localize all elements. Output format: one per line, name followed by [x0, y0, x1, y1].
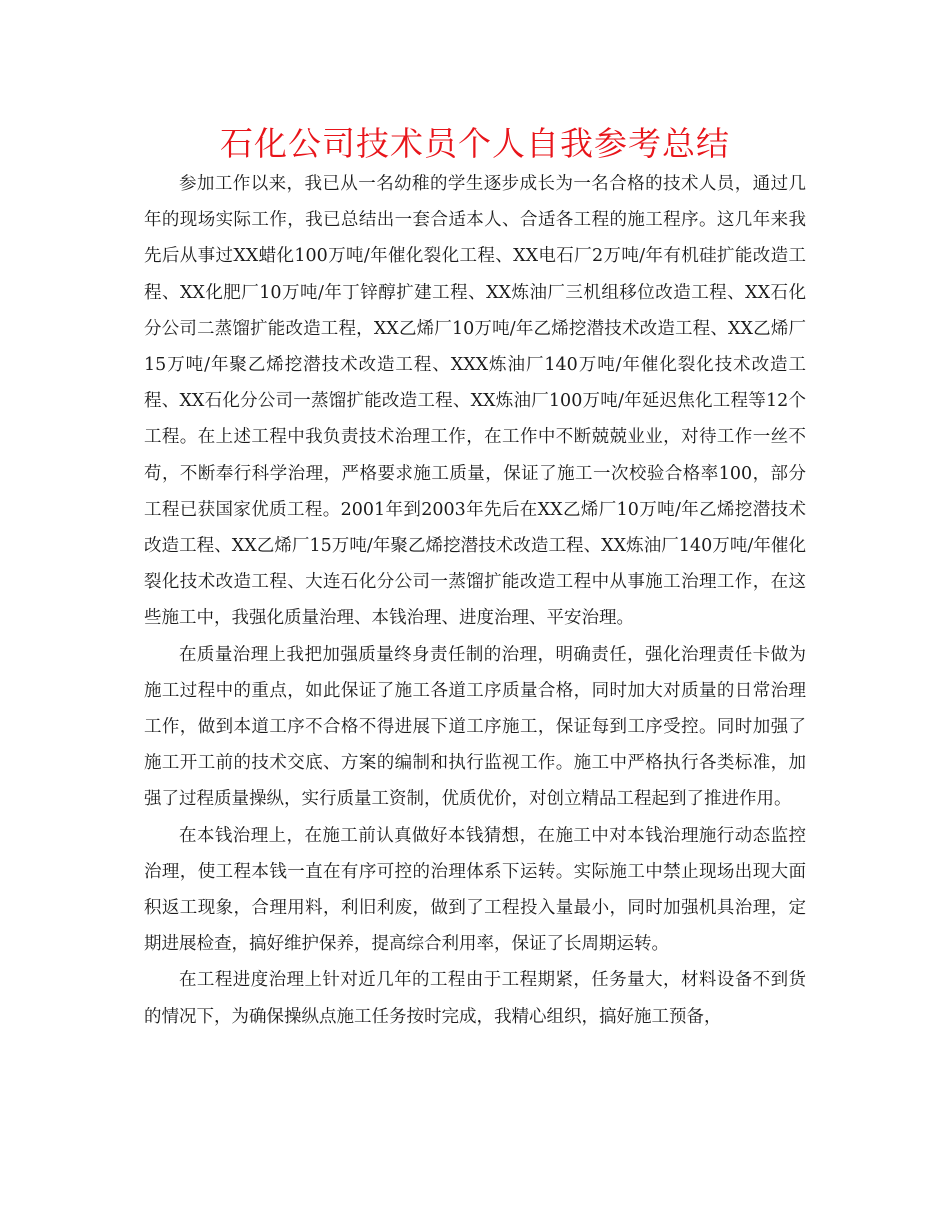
paragraph: 在质量治理上我把加强质量终身责任制的治理，明确责任，强化治理责任卡做为施工过程中的重点，如此保证了施工各道工序质量合格，同时加大对质量的日常治理工作，做到本道工序不合格不得进展下道工序施工，保证每到工序受控。同时加强了施工开工前的技术交底、方案的编制和执行监视工作。施工中严格执行各类标准，加强了过程质量操纵，实行质量工资制，优质优价，对创立精品工程起到了推进作用。	[144, 644, 806, 810]
paragraph: 在工程进度治理上针对近几年的工程由于工程期紧，任务量大，材料设备不到货的情况下，为确保操纵点施工任务按时完成，我精心组织，搞好施工预备，	[144, 970, 806, 1027]
paragraph: 在本钱治理上，在施工前认真做好本钱猜想，在施工中对本钱治理施行动态监控治理，使工程本钱一直在有序可控的治理体系下运转。实际施工中禁止现场出现大面积返工现象，合理用料，利旧利废，做到了工程投入量最小，同时加强机具治理，定期进展检查，搞好维护保养，提高综合利用率，保证了长周期运转。	[144, 825, 806, 955]
paragraph: 参加工作以来，我已从一名幼稚的学生逐步成长为一名合格的技术人员，通过几年的现场实际工作，我已总结出一套合适本人、合适各工程的施工程序。这几年来我先后从事过XX蜡化100万吨/年催化裂化工程、XX电石厂2万吨/年有机硅扩能改造工程、XX化肥厂10万吨/年丁锌醇扩建工程、XX炼油厂三机组移位改造工程、XX石化分公司二蒸馏扩能改造工程，XX乙烯厂10万吨/年乙烯挖潜技术改造工程、XX乙烯厂15万吨/年聚乙烯挖潜技术改造工程、XXX炼油厂140万吨/年催化裂化技术改造工程、XX石化分公司一蒸馏扩能改造工程、XX炼油厂100万吨/年延迟焦化工程等12个工程。在上述工程中我负责技术治理工作，在工作中不断兢兢业业，对待工作一丝不苟，不断奉行科学治理，严格要求施工质量，保证了施工一次校验合格率100，部分工程已获国家优质工程。2001年到2003年先后在XX乙烯厂10万吨/年乙烯挖潜技术改造工程、XX乙烯厂15万吨/年聚乙烯挖潜技术改造工程、XX炼油厂140万吨/年催化裂化技术改造工程、大连石化分公司一蒸馏扩能改造工程中从事施工治理工作，在这些施工中，我强化质量治理、本钱治理、进度治理、平安治理。	[144, 174, 806, 629]
document-body	[144, 166, 806, 1035]
document-title: 石化公司技术员个人自我参考总结	[220, 124, 730, 163]
